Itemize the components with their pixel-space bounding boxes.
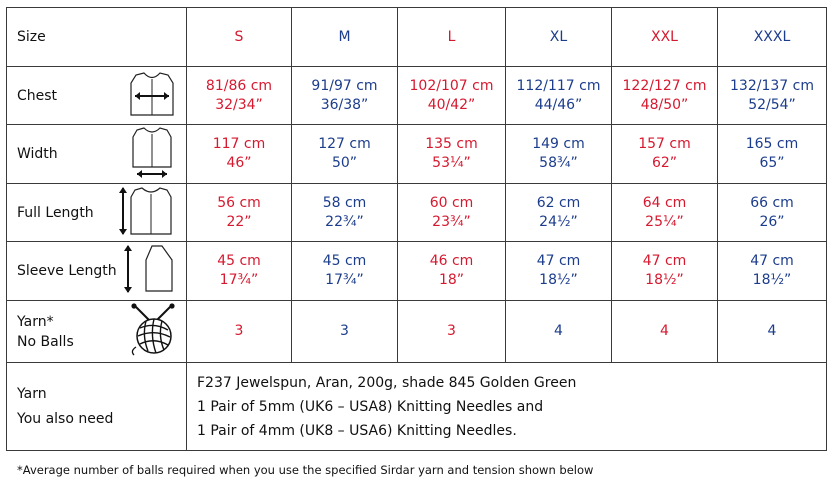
- table-cell: 149 cm 58¾”: [506, 125, 612, 184]
- table-cell: 165 cm 65”: [718, 125, 827, 184]
- width-label-cell: [7, 125, 187, 184]
- table-cell: 45 cm 17¾”: [292, 242, 398, 301]
- size-chart-table: [6, 7, 827, 451]
- table-cell: 4: [612, 301, 718, 363]
- needles-line-1: 1 Pair of 5mm (UK6 – USA8) Knitting Needles and: [197, 398, 544, 415]
- table-cell: 66 cm 26”: [718, 184, 827, 242]
- row-label: Full Length: [17, 204, 94, 221]
- width-row: [7, 125, 827, 184]
- sleeve-measure-icon: [122, 242, 178, 300]
- table-cell: 62 cm 24½”: [506, 184, 612, 242]
- table-cell: 47 cm 18½”: [718, 242, 827, 301]
- size-header-row: [7, 8, 827, 67]
- size-header-xxl: XXL: [612, 8, 718, 67]
- table-cell: 132/137 cm 52/54”: [718, 67, 827, 125]
- table-cell: 3: [187, 301, 292, 363]
- yarn-info-row: [7, 363, 827, 451]
- table-cell: 3: [292, 301, 398, 363]
- table-cell: 135 cm 53¼”: [398, 125, 506, 184]
- full-length-label-cell: [7, 184, 187, 242]
- yarn-info-details-cell: [187, 363, 827, 451]
- size-header-xxxl: XXXL: [718, 8, 827, 67]
- sleeve-length-row: [7, 242, 827, 301]
- yarn-spec: F237 Jewelspun, Aran, 200g, shade 845 Golden Green: [197, 374, 577, 391]
- sleeve-length-label-cell: [7, 242, 187, 301]
- table-cell: 47 cm 18½”: [612, 242, 718, 301]
- yarn-info-label-cell: [7, 363, 187, 451]
- size-header-cell: [7, 8, 187, 67]
- table-cell: 58 cm 22¾”: [292, 184, 398, 242]
- yarn-balls-row: [7, 301, 827, 363]
- yarn-balls-label-cell: [7, 301, 187, 363]
- chest-label-cell: [7, 67, 187, 125]
- size-header-xl: XL: [506, 8, 612, 67]
- table-cell: 112/117 cm 44/46”: [506, 67, 612, 125]
- chest-measure-icon: [126, 69, 178, 123]
- table-cell: 122/127 cm 48/50”: [612, 67, 718, 125]
- you-also-need-label: You also need: [17, 410, 114, 427]
- table-cell: 3: [398, 301, 506, 363]
- table-cell: 45 cm 17¾”: [187, 242, 292, 301]
- row-label: Width: [17, 146, 58, 162]
- footnote: *Average number of balls required when you use the specified Sirdar yarn and tension shown below: [17, 463, 594, 477]
- size-label: Size: [17, 29, 46, 45]
- size-header-m: M: [292, 8, 398, 67]
- yarn-balls-label-line1: Yarn*: [17, 313, 54, 330]
- table-cell: 81/86 cm 32/34”: [187, 67, 292, 125]
- yarn-label: Yarn: [17, 385, 47, 402]
- table-cell: 91/97 cm 36/38”: [292, 67, 398, 125]
- table-cell: 127 cm 50”: [292, 125, 398, 184]
- row-label: Sleeve Length: [17, 263, 117, 279]
- table-cell: 47 cm 18½”: [506, 242, 612, 301]
- table-cell: 117 cm 46”: [187, 125, 292, 184]
- table-cell: 102/107 cm 40/42”: [398, 67, 506, 125]
- width-measure-icon: [126, 125, 178, 183]
- size-header-s: S: [187, 8, 292, 67]
- length-measure-icon: [118, 184, 178, 242]
- chest-row: [7, 67, 827, 125]
- needles-line-2: 1 Pair of 4mm (UK8 – USA6) Knitting Needles.: [197, 422, 517, 439]
- yarn-ball-icon: [128, 303, 178, 361]
- table-cell: 56 cm 22”: [187, 184, 292, 242]
- table-cell: 4: [506, 301, 612, 363]
- table-cell: 60 cm 23¾”: [398, 184, 506, 242]
- table-cell: 46 cm 18”: [398, 242, 506, 301]
- table-cell: 157 cm 62”: [612, 125, 718, 184]
- row-label: Chest: [17, 87, 58, 104]
- table-cell: 4: [718, 301, 827, 363]
- yarn-balls-label: [17, 312, 74, 352]
- size-header-l: L: [398, 8, 506, 67]
- table-cell: 64 cm 25¼”: [612, 184, 718, 242]
- full-length-row: [7, 184, 827, 242]
- yarn-balls-label-line2: No Balls: [17, 333, 74, 350]
